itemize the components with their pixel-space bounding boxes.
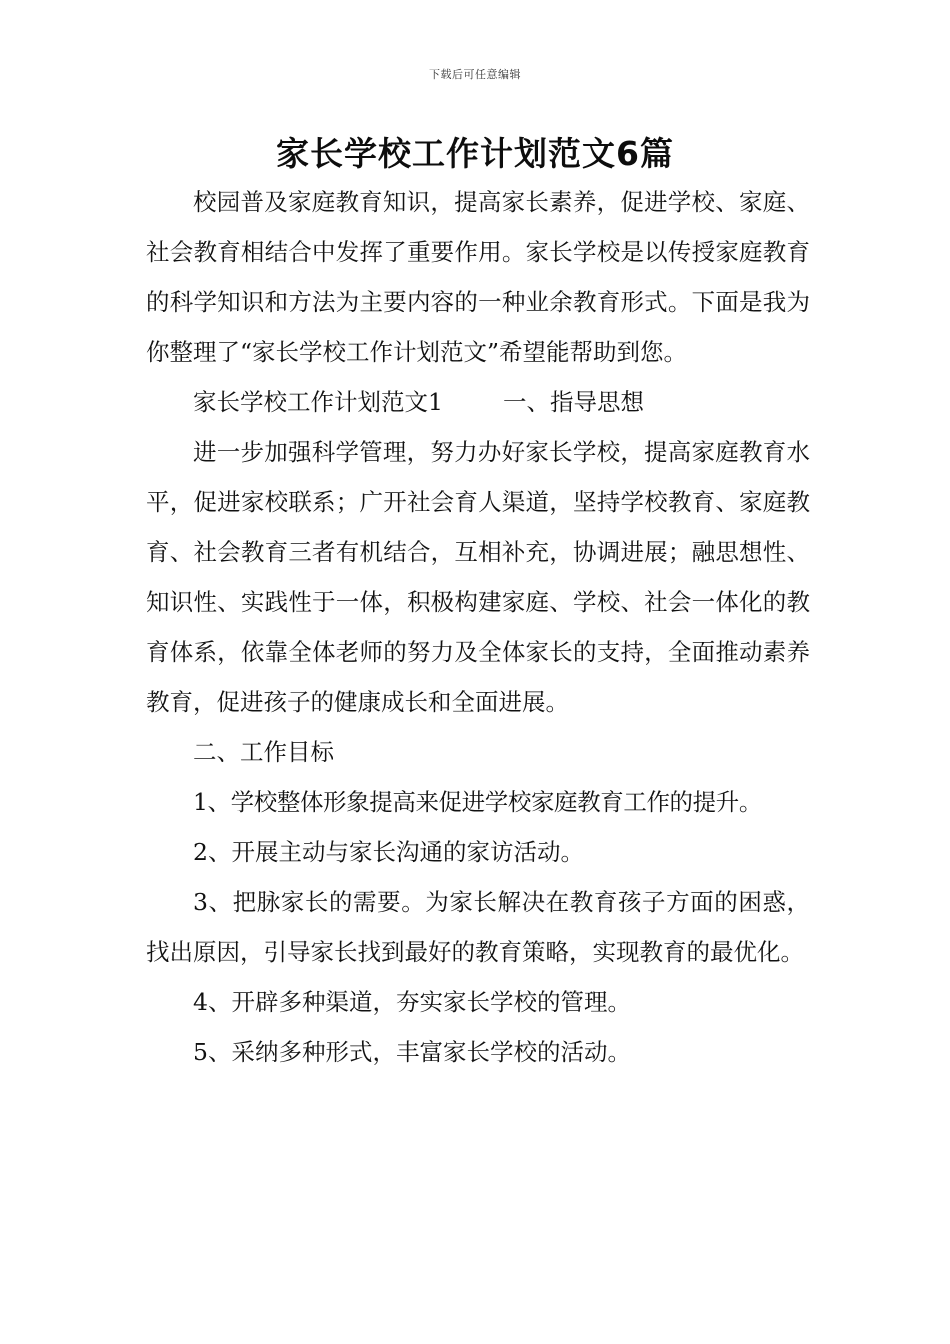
guiding-thought-heading: 一、指导思想 <box>502 388 644 416</box>
guiding-thought-paragraph: 进一步加强科学管理，努力办好家长学校，提高家庭教育水平，促进家校联系；广开社会育人渠道，坚持学校教育、家庭教育、社会教育三者有机结合，互相补充，协调进展；融思想性、知识性、实践性于一体，积极构建家庭、学校、社会一体化的教育体系，依靠全体老师的努力及全体家长的支持，全面推动素养教育，促进孩子的健康成长和全面进展。 <box>146 438 810 716</box>
header-note: 下载后可任意编辑 <box>429 68 521 81</box>
goals-heading: 二、工作目标 <box>193 738 334 766</box>
section-1-title: 家长学校工作计划范文1 <box>193 388 443 416</box>
goal-item: 4、开辟多种渠道，夯实家长学校的管理。 <box>193 988 631 1016</box>
section-1-heading-line <box>146 377 810 427</box>
goal-item: 5、采纳多种形式，丰富家长学校的活动。 <box>193 1038 631 1066</box>
intro-paragraph: 校园普及家庭教育知识，提高家长素养，促进学校、家庭、社会教育相结合中发挥了重要作用。家长学校是以传授家庭教育的科学知识和方法为主要内容的一种业余教育形式。下面是我为你整理了“家长学校工作计划范文”希望能帮助到您。 <box>146 188 810 366</box>
goal-item: 1、学校整体形象提高来促进学校家庭教育工作的提升。 <box>193 788 762 816</box>
goal-item: 3、把脉家长的需要。为家长解决在教育孩子方面的困惑，找出原因，引导家长找到最好的教育策略，实现教育的最优化。 <box>146 888 810 966</box>
goal-item: 2、开展主动与家长沟通的家访活动。 <box>193 838 584 866</box>
document-body <box>146 177 810 1077</box>
document-title: 家长学校工作计划范文6篇 <box>276 134 674 173</box>
